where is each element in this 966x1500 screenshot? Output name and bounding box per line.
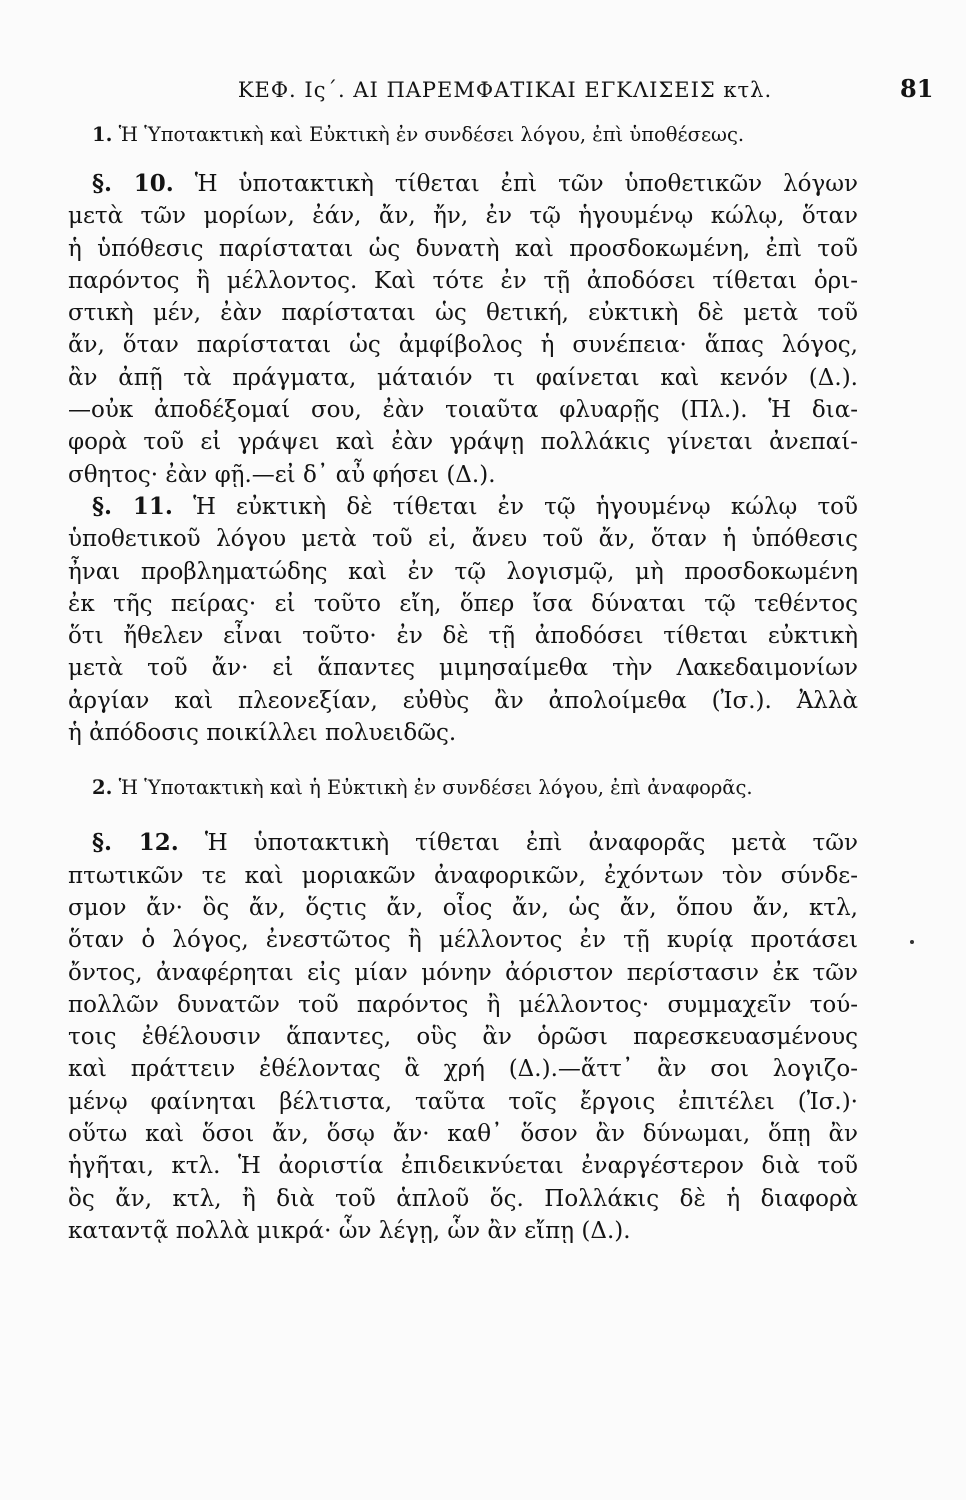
- page-number: 81: [900, 74, 934, 103]
- page-body: [68, 120, 858, 1247]
- section-10-number: §. 10.: [92, 170, 174, 197]
- section-12-line-6: πολλῶν δυνατῶν τοῦ παρόντος ἢ μέλλοντος· συμμαχεῖν τού-: [68, 991, 858, 1018]
- section-11-line-8: ἡ ἀπόδοσις ποικίλλει πολυειδῶς.: [68, 720, 457, 747]
- section-10-line-7: ἂν ἀπῇ τὰ πράγματα, μάταιόν τι φαίνεται καὶ κενόν (Δ.).: [68, 364, 858, 391]
- section-11-line-1: §. 11. Ἡ εὐκτικὴ δὲ τίθεται ἐν τῷ ἡγουμένῳ κώλῳ τοῦ: [92, 492, 858, 520]
- subheading-1-number: 1.: [92, 123, 113, 146]
- section-10-line-10: σθητος· ἐὰν φῇ.—εἰ δ᾽ αὖ φήσει (Δ.).: [68, 461, 496, 488]
- section-12-line-7: τοις ἐθέλουσιν ἅπαντες, οὓς ἂν ὁρῶσι παρεσκευασμένους: [68, 1024, 858, 1051]
- section-11-number: §. 11.: [92, 492, 173, 520]
- section-12-number: §. 12.: [92, 829, 179, 857]
- section-11-line-7: ἀργίαν καὶ πλεονεξίαν, εὐθὺς ἂν ἀπολοίμεθα (Ἰσ.). Ἀλλὰ: [68, 687, 858, 714]
- section-10-line-4: παρόντος ἢ μέλλοντος. Καὶ τότε ἐν τῇ ἀποδόσει τίθεται ὁρι-: [68, 267, 858, 294]
- section-10-line-5: στικὴ μέν, ἐὰν παρίσταται ὡς θετική, εὐκτικὴ δὲ μετὰ τοῦ: [68, 300, 858, 327]
- section-11: [68, 491, 858, 749]
- section-11-line-3: ἦναι προβληματώδης καὶ ἐν τῷ λογισμῷ, μὴ προσδοκωμένη: [68, 558, 858, 585]
- print-speck: [910, 940, 914, 944]
- section-11-line-4: ἐκ τῆς πείρας· εἰ τοῦτο εἴη, ὅπερ ἴσα δύναται τῷ τεθέντος: [68, 590, 858, 617]
- subheading-2-text: Ἡ Ὑποτακτικὴ καὶ ἡ Εὐκτικὴ ἐν συνδέσει λόγου, ἐπὶ ἀναφορᾶς.: [118, 776, 753, 800]
- section-12-line-9: μένῳ φαίνηται βέλτιστα, ταῦτα τοῖς ἔργοις ἐπιτέλει (Ἰσ.)·: [68, 1088, 858, 1115]
- section-12-line-11: ἡγῆται, κτλ. Ἡ ἀοριστία ἐπιδεικνύεται ἐναργέστερον διὰ τοῦ: [68, 1153, 858, 1180]
- section-11-line-6: μετὰ τοῦ ἄν· εἰ ἅπαντες μιμησαίμεθα τὴν Λακεδαιμονίων: [68, 655, 858, 682]
- section-11-line-2: ὑποθετικοῦ λόγου μετὰ τοῦ εἰ, ἄνευ τοῦ ἄν, ὅταν ἡ ὑπόθεσις: [68, 526, 858, 553]
- section-10: [68, 168, 858, 491]
- section-12-line-1: §. 12. Ἡ ὑποτακτικὴ τίθεται ἐπὶ ἀναφορᾶς μετὰ τῶν: [92, 829, 859, 857]
- section-10-line-2: μετὰ τῶν μορίων, ἐάν, ἄν, ἤν, ἐν τῷ ἡγουμένῳ κώλῳ, ὅταν: [68, 203, 858, 230]
- running-header: ΚΕΦ. Ις΄. ΑΙ ΠΑΡΕΜΦΑΤΙΚΑΙ ΕΓΚΛΙΣΕΙΣ κτλ.: [237, 78, 773, 102]
- section-10-line-6: ἄν, ὅταν παρίσταται ὡς ἀμφίβολος ἡ συνέπεια· ἅπας λόγος,: [68, 332, 858, 359]
- section-10-line-1: §. 10. Ἡ ὑποτακτικὴ τίθεται ἐπὶ τῶν ὑποθετικῶν λόγων: [92, 170, 858, 197]
- section-11-line-5: ὅτι ἤθελεν εἶναι τοῦτο· ἐν δὲ τῇ ἀποδόσει τίθεται εὐκτικὴ: [68, 623, 858, 650]
- subheading-2: [92, 773, 858, 803]
- subheading-1-text: Ἡ Ὑποτακτικὴ καὶ Εὐκτικὴ ἐν συνδέσει λόγου, ἐπὶ ὑποθέσεως.: [118, 123, 745, 146]
- section-12-line-4: ὅταν ὁ λόγος, ἐνεστῶτος ἢ μέλλοντος ἐν τῇ κυρίᾳ προτάσει: [68, 927, 858, 954]
- subheading-2-number: 2.: [92, 776, 113, 800]
- subheading-1: [92, 120, 858, 150]
- section-10-line-8: —οὐκ ἀποδέξομαί σου, ἐὰν τοιαῦτα φλυαρῇς (Πλ.). Ἡ δια-: [68, 397, 858, 424]
- section-12-line-10: οὕτω καὶ ὅσοι ἄν, ὅσῳ ἄν· καθ᾽ ὅσον ἂν δύνωμαι, ὅπῃ ἂν: [68, 1121, 858, 1148]
- section-12: [68, 827, 858, 1247]
- section-10-line-3: ἡ ὑπόθεσις παρίσταται ὡς δυνατὴ καὶ προσδοκωμένη, ἐπὶ τοῦ: [68, 235, 858, 262]
- section-12-line-12: ὃς ἄν, κτλ, ἢ διὰ τοῦ ἁπλοῦ ὅς. Πολλάκις δὲ ἡ διαφορὰ: [68, 1185, 858, 1212]
- section-12-line-13: καταντᾷ πολλὰ μικρά· ὧν λέγῃ, ὧν ἂν εἴπῃ (Δ.).: [68, 1217, 631, 1244]
- section-12-line-5: ὄντος, ἀναφέρηται εἰς μίαν μόνην ἀόριστον περίστασιν ἐκ τῶν: [68, 959, 858, 986]
- section-10-line-9: φορὰ τοῦ εἰ γράψει καὶ ἐὰν γράψῃ πολλάκις γίνεται ἀνεπαί-: [68, 429, 858, 456]
- section-12-line-3: σμον ἄν· ὃς ἄν, ὅςτις ἄν, οἷος ἄν, ὡς ἄν, ὅπου ἄν, κτλ,: [68, 894, 858, 921]
- section-12-line-8: καὶ πράττειν ἐθέλοντας ἃ χρή (Δ.).—ἅττ᾽ ἂν σοι λογιζο-: [68, 1056, 858, 1083]
- section-12-line-2: πτωτικῶν τε καὶ μοριακῶν ἀναφορικῶν, ἐχόντων τὸν σύνδε-: [68, 862, 858, 889]
